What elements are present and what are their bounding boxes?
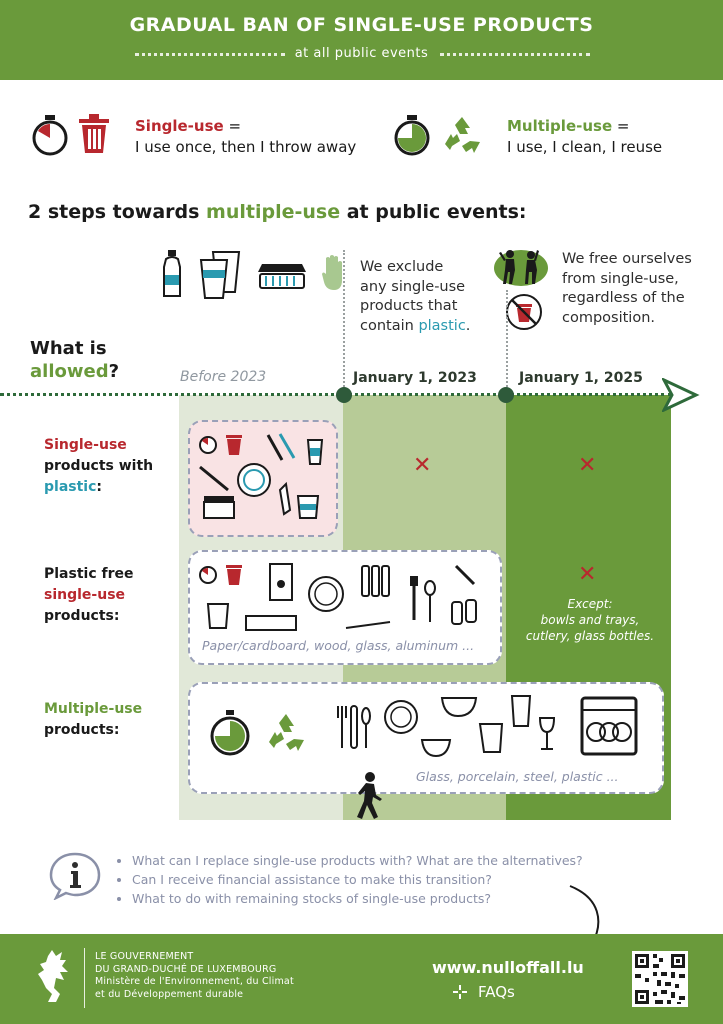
gov-line4: et du Développement durable: [95, 988, 244, 1000]
stopwatch-green-icon: [392, 114, 432, 156]
milestone-2025: [498, 387, 514, 403]
step1-line1: We exclude: [360, 259, 444, 275]
row2-exceptions: [515, 596, 665, 644]
people-celebrating-icon: [493, 246, 549, 286]
row2-caption: Paper/cardboard, wood, glass, aluminum ...: [202, 638, 475, 653]
gov-line1: LE GOUVERNEMENT: [95, 951, 194, 962]
step1-line4-highlight: plastic: [418, 317, 466, 334]
row2-label-l3: products:: [44, 608, 120, 624]
trash-bin-icon: [77, 113, 111, 155]
walking-person-icon: [352, 771, 384, 821]
lion-crest-icon: [34, 948, 78, 1008]
step1-note: [360, 258, 490, 336]
faq-item: • Can I receive financial assistance to make this transition?: [132, 870, 583, 889]
footer: [0, 934, 723, 1024]
single-use-equals: =: [223, 117, 242, 135]
step2-line2: from single-use,: [562, 270, 679, 287]
row1-label-suffix: :: [96, 479, 102, 495]
date-2025-label: January 1, 2025: [519, 370, 643, 386]
row1-label-l3: plastic: [44, 479, 97, 495]
plastic-bottle-icon: [160, 249, 184, 299]
row2-2025-banned-icon: ✕: [578, 562, 597, 587]
timeline-arrow-icon: [662, 378, 700, 412]
row3-caption: Glass, porcelain, steel, plastic ...: [416, 769, 619, 784]
plastic-cups-icon: [199, 250, 241, 300]
row1-label-l1: Single-use: [44, 437, 127, 453]
before-2023-label: Before 2023: [180, 369, 267, 385]
row2-product-icons: [190, 552, 500, 634]
step1-line4-post: .: [465, 317, 471, 334]
row1-product-icons: [190, 422, 336, 535]
milestone-2023: [336, 387, 352, 403]
step1-line: [343, 250, 345, 390]
no-trash-icon: [505, 293, 543, 331]
row2-label-l2: single-use: [44, 587, 126, 603]
row1-2023-banned-icon: ✕: [413, 453, 432, 478]
recycle-icon: [440, 114, 484, 156]
step2-line: [506, 290, 508, 390]
row2-label: [44, 564, 134, 627]
row2-label-l1: Plastic free: [44, 566, 134, 582]
question-mark: ?: [108, 361, 120, 382]
single-use-definition: [135, 116, 356, 158]
row3-label: [44, 699, 142, 741]
row1-product-box: [188, 420, 338, 537]
gov-line3: Ministère de l'Environnement, du Climat: [95, 976, 294, 987]
multiple-use-text: I use, I clean, I reuse: [507, 138, 663, 156]
footer-divider: [84, 948, 85, 1008]
faq-item: • What to do with remaining stocks of single-use products?: [132, 889, 583, 908]
step1-line3: products that: [360, 298, 458, 314]
row3-label-l1: Multiple-use: [44, 701, 143, 717]
step1-line2: any single-use: [360, 278, 466, 295]
website-link[interactable]: www.nulloffall.lu: [432, 958, 584, 977]
divider-right: [440, 53, 590, 56]
step2-note: [562, 250, 712, 328]
steps-heading-post: at public events:: [340, 201, 527, 223]
stopwatch-red-icon: [30, 114, 70, 156]
info-bubble-icon: [48, 850, 102, 900]
gov-line2: DU GRAND-DUCHÉ DE LUXEMBOURG: [95, 963, 277, 975]
step2-line1: We free ourselves: [562, 251, 692, 267]
except-l1: Except:: [567, 597, 613, 611]
page-subtitle: at all public events: [294, 46, 429, 61]
plastic-tray-icon: [256, 262, 308, 292]
question-highlight: allowed: [30, 361, 109, 382]
single-use-term: Single-use: [135, 117, 224, 135]
page-title: GRADUAL BAN OF SINGLE-USE PRODUCTS: [129, 14, 594, 36]
step2-line4: composition.: [562, 309, 656, 326]
row3-product-icons: [190, 684, 662, 764]
question-line1: What is: [30, 338, 107, 359]
multiple-use-definition: [507, 116, 662, 158]
row3-product-box: [188, 682, 664, 794]
steps-heading-highlight: multiple-use: [206, 201, 341, 223]
steps-heading: [28, 201, 527, 223]
row1-2025-banned-icon: ✕: [578, 453, 597, 478]
what-is-allowed: [30, 337, 119, 383]
row1-label: [44, 435, 153, 498]
qr-code-icon[interactable]: [632, 951, 688, 1007]
multiple-use-term: Multiple-use: [507, 117, 613, 135]
faqs-link[interactable]: FAQs: [478, 983, 515, 1001]
single-use-text: I use once, then I throw away: [135, 138, 357, 156]
row2-product-box: [188, 550, 502, 665]
steps-heading-pre: 2 steps towards: [28, 201, 207, 223]
step1-line4: [360, 317, 490, 337]
step1-line4-pre: contain: [360, 317, 419, 334]
step2-line3: regardless of the: [562, 290, 685, 306]
except-l3: cutlery, glass bottles.: [525, 629, 655, 643]
row1-label-l2: products with: [44, 458, 154, 474]
header-banner: [0, 0, 723, 80]
faq-item: • What can I replace single-use products with? What are the alternatives?: [132, 851, 583, 870]
row3-label-l2: products:: [44, 722, 120, 738]
sparkle-icon: [452, 984, 468, 1000]
date-2023-label: January 1, 2023: [353, 370, 477, 386]
faq-list: [110, 851, 583, 908]
multiple-use-equals: =: [612, 117, 630, 135]
except-l2: bowls and trays,: [540, 613, 640, 627]
government-credit: [95, 951, 294, 1001]
